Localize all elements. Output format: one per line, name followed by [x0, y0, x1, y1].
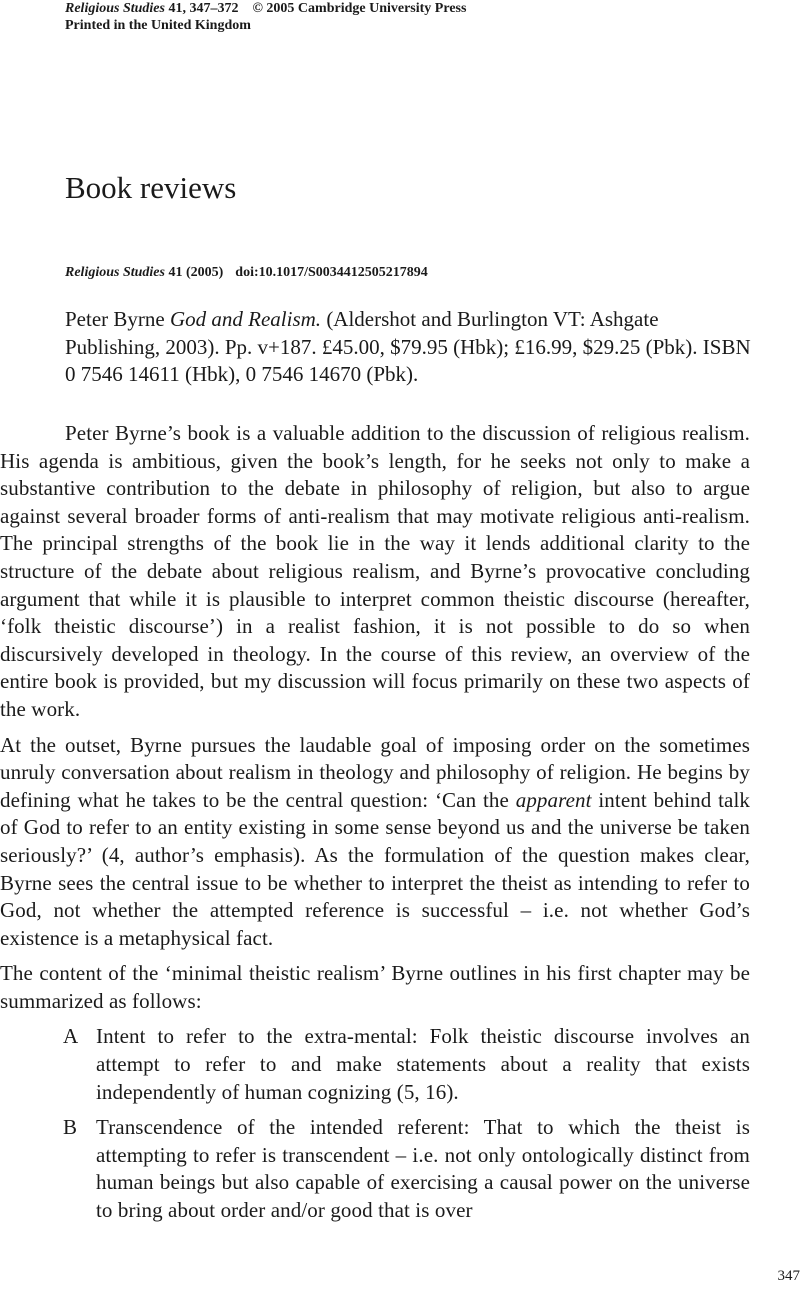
list-item-b [0, 1114, 750, 1224]
list-text-b: Transcendence of the intended referent: That to which the theist is attempting to refer is transcendent – i.e. not only ontologically distinct from human beings but also capable of exercising a causal power on the universe to bring about order and/or good that is over [96, 1115, 750, 1223]
header-pages: , 347–372 [182, 1, 239, 16]
review-body [0, 420, 750, 1233]
citation-line [65, 264, 428, 282]
paragraph-3: The content of the ‘minimal theistic realism’ Byrne outlines in his first chapter may be summarized as follows: [0, 961, 750, 1013]
running-header [65, 0, 466, 34]
citation-year: (2005) [185, 265, 224, 280]
paragraph-1: Peter Byrne’s book is a valuable addition to the discussion of religious realism. His agenda is ambitious, given the book’s length, for he seeks not only to make a substantive contribution to the debate in philosophy of religion, but also to argue against several broader forms of anti-realism that may motivate religious anti-realism. The principal strengths of the book lie in the way it lends additional clarity to the structure of the debate about religious realism, and Byrne’s provocative concluding argument that while it is plausible to interpret common theistic discourse (hereafter, ‘folk theistic discourse’) in a realist fashion, it is not possible to do so when discursively developed in theology. In the course of this review, an overview of the entire book is provided, but my discussion will focus primarily on these two aspects of the work. [0, 421, 750, 721]
paragraph-2 [0, 732, 750, 953]
header-copyright: © 2005 Cambridge University Press [252, 1, 467, 16]
list-label-a: A [63, 1024, 79, 1049]
page-number: 347 [777, 1268, 800, 1284]
header-volume: 41 [168, 1, 183, 16]
book-reference [65, 306, 755, 389]
book-details: (Aldershot and Burlington VT: Ashgate Publishing, 2003). Pp. v+187. £45.00, $79.95 (Hbk); £16.99, $29.25 (Pbk). ISBN 0 7546 14611 (Hbk), 0 7546 14670 (Pbk). [65, 307, 751, 386]
citation-volume: 41 [168, 265, 183, 280]
paragraph-2-emphasis: apparent [515, 787, 592, 812]
citation-journal: Religious Studies [65, 265, 165, 280]
paragraph-2-end: intent behind talk of God to refer to an entity existing in some sense beyond us and the universe be taken seriously?’ (4, author’s emphasis). As the formulation of the question makes clear, Byrne sees the central issue to be whether to interpret the theist as intending to refer to God, not whether the attempted reference is successful – i.e. not whether God’s existence is a metaphysical fact. [0, 787, 750, 950]
paragraph-2-start: At the outset, Byrne pursues the laudable goal of imposing order on the sometimes unruly conversation about realism in theology and philosophy of religion. He begins by defining what he takes to be the central question: ‘Can the [0, 732, 750, 812]
header-journal-line [65, 0, 466, 17]
list-item-a [0, 1023, 750, 1106]
citation-doi: doi:10.1017/S0034412505217894 [235, 265, 428, 280]
list-label-b: B [63, 1115, 78, 1140]
header-journal: Religious Studies [65, 1, 165, 16]
book-title: God and Realism. [169, 307, 322, 331]
header-printed: Printed in the United Kingdom [65, 18, 251, 33]
section-title: Book reviews [65, 170, 237, 205]
book-author: Peter Byrne [65, 307, 165, 331]
list-text-a: Intent to refer to the extra-mental: Folk theistic discourse involves an attempt to refer to and make statements about a reality that exists independently of human cognizing (5, 16). [96, 1024, 750, 1104]
